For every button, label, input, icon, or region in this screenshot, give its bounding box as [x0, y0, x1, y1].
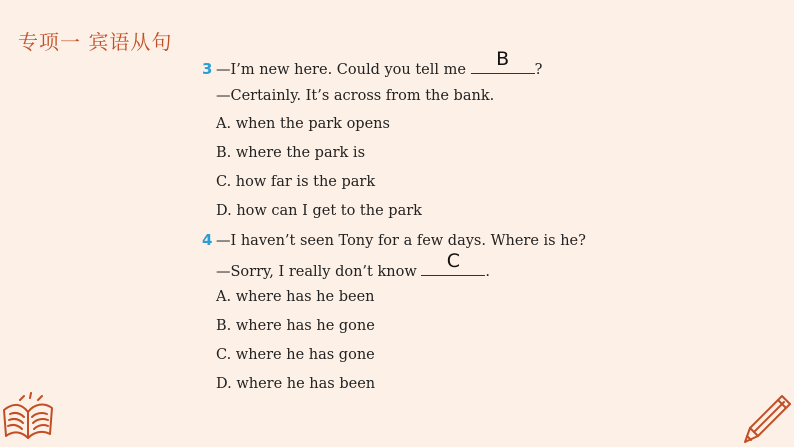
question-3-stem	[202, 48, 543, 80]
answer-letter: C	[446, 250, 460, 272]
option-d: D. how can I get to the park	[216, 203, 422, 219]
question-text: —I’m new here. Could you tell me	[216, 62, 471, 78]
option-b: B. where the park is	[216, 145, 366, 161]
option-b: B. where has he gone	[216, 318, 375, 334]
option-d: D. where he has been	[216, 376, 376, 392]
open-book-icon	[0, 392, 56, 444]
question-3-reply: —Certainly. It’s across from the bank.	[216, 88, 495, 104]
option-a: A. where has he been	[216, 289, 375, 305]
question-text-end: ?	[534, 62, 543, 78]
reply-text-end: .	[485, 264, 490, 280]
page-title: 专项一 宾语从句	[18, 30, 173, 54]
option-c: C. how far is the park	[216, 174, 376, 190]
reply-text: —Sorry, I really don’t know	[216, 264, 422, 280]
question-number: 3	[202, 60, 213, 78]
option-c: C. where he has gone	[216, 347, 375, 363]
question-4-stem	[202, 230, 586, 251]
option-a: A. when the park opens	[216, 116, 390, 132]
answer-blank	[471, 48, 535, 74]
question-number: 4	[202, 231, 213, 249]
answer-blank	[421, 250, 485, 276]
answer-letter: B	[496, 48, 510, 70]
question-4-reply	[216, 250, 490, 282]
pencil-icon	[740, 392, 794, 447]
question-text: —I haven’t seen Tony for a few days. Where is he?	[216, 233, 586, 249]
